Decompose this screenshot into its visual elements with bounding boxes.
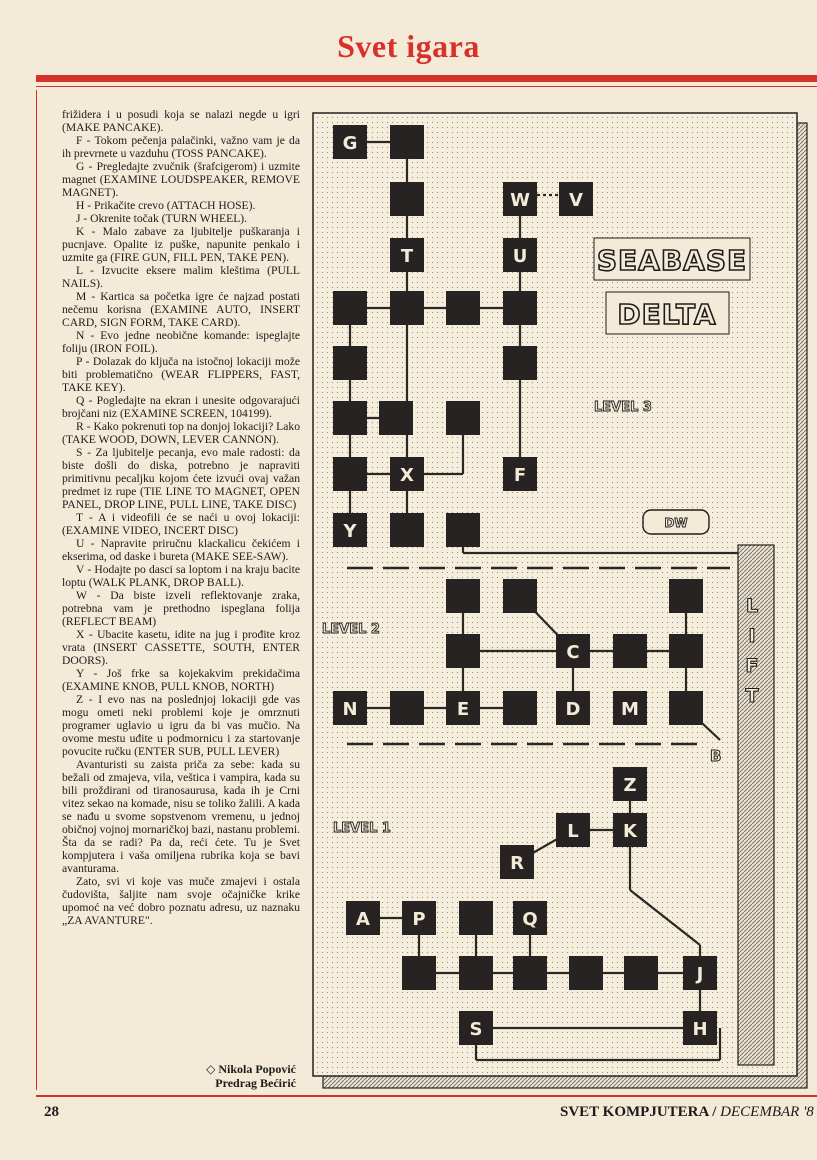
map-room-letter: L (567, 821, 579, 842)
article-paragraph: J - Okrenite točak (TURN WHEEL). (76, 212, 248, 225)
lift-letter: T (745, 685, 759, 707)
map-room-letter: P (412, 909, 426, 930)
map-room-y (333, 513, 367, 547)
small-logo (643, 510, 709, 534)
map-room (613, 634, 647, 668)
map-room (446, 579, 480, 613)
map-room-w (503, 182, 537, 216)
map-room-letter: Z (623, 775, 637, 796)
map-room (669, 691, 703, 725)
map-room-n (333, 691, 367, 725)
signature-bullet: ◇ (206, 1062, 216, 1076)
map-room-p (402, 901, 436, 935)
article-paragraph: X - Ubacite kasetu, idite na jug i prođite kroz vrata (INSERT CASSETTE, SOUTH, ENTER DOORS). (62, 628, 300, 667)
map-room (459, 956, 493, 990)
map-room (624, 956, 658, 990)
article-paragraph: U - Napravite priručnu klackalicu čekićem i ekserima, od daske i bureta (MAKE SEE-SAW). (62, 537, 300, 563)
map-room (333, 291, 367, 325)
article-paragraph: P - Dolazak do ključa na istočnoj lokaciji može biti problematično (WEAR FLIPPERS, FAST, TAKE KEY). (62, 355, 300, 394)
map-room-z (613, 767, 647, 801)
page-number: 28 (44, 1104, 59, 1120)
lift-letter: F (745, 655, 759, 677)
author-1: Nikola Popović (218, 1062, 296, 1076)
map-room (390, 691, 424, 725)
article-paragraph: Q - Pogledajte na ekran i unesite odgovarajući brojčani niz (EXAMINE SCREEN, 104199). (62, 394, 300, 420)
map-room-h (683, 1011, 717, 1045)
map-room-letter: N (342, 699, 358, 720)
map-room-l (556, 813, 590, 847)
map-room (459, 901, 493, 935)
article-paragraph: Avanturisti su zaista priča za sebe: kada su bežali od zmajeva, vila, veštica i vampira, kada su bili proždirani od tiranosaurusa, kada ih je Crni vitez sekao na komade, nisu se toliko žalili. A kada se nađu u svome sopstvenom vremenu, u jednoj običnoj vojnoj mornaričkoj bazi, nastanu problemi. Šta da se radi? Pa da, reći ćete. Tu je Svet kompjutera i vaša omiljena rubrika koja se bavi avanturama. (62, 758, 300, 875)
lift-letter: L (745, 595, 759, 617)
article-paragraph: Zato, svi vi koje vas muče zmajevi i ostala čudovišta, šaljite nam svoje očajničke krike upomoć na već dobro poznatu adresu, uz naznaku „ZA AVANTURE". (62, 875, 300, 927)
map-room (503, 691, 537, 725)
map-room-t (390, 238, 424, 272)
issue-date: DECEMBAR '8 (720, 1104, 814, 1120)
map-room-e (446, 691, 480, 725)
article-paragraph: N - Evo jedne neobične komande: ispeglajte foliju (IRON FOIL). (62, 329, 300, 355)
map-room-letter: A (356, 909, 370, 930)
map-room-letter: C (566, 642, 580, 663)
map-room-j (683, 956, 717, 990)
article-paragraph: M - Kartica sa početka igre će najzad postati nečemu korisna (EXAMINE AUTO, INSERT CARD, SIGN FORM, TAKE CARD). (62, 290, 300, 329)
delta-logo (606, 292, 729, 334)
magazine-name: SVET KOMPJUTERA / (560, 1104, 717, 1120)
article-paragraph: V - Hodajte po dasci sa loptom i na kraju bacite loptu (WALK PLANK, DROP BALL). (62, 563, 300, 589)
map-room-m (613, 691, 647, 725)
map-room-letter: X (400, 465, 414, 486)
map-room (446, 634, 480, 668)
map-room-letter: Y (343, 521, 357, 542)
article-paragraph: Y - Još frke sa kojekakvim prekidačima (EXAMINE KNOB, PULL KNOB, NORTH) (62, 667, 300, 693)
map-room (402, 956, 436, 990)
map-room-letter: M (621, 699, 639, 720)
map-room (390, 291, 424, 325)
map-room-s (459, 1011, 493, 1045)
article-paragraph: K - Malo zabave za ljubitelje puškaranja i pucnjave. Opalite iz puške, napunite penkalo i uzmite ga (FIRE GUN, FILL PEN, TAKE PEN). (62, 225, 300, 264)
lift-shaft (738, 545, 774, 1065)
map-room-letter: J (696, 964, 704, 985)
article-paragraph: G - Pregledajte zvučnik (šrafcigerom) i uzmite magnet (EXAMINE LOUDSPEAKER, REMOVE MAGNET). (62, 160, 300, 199)
map-room-letter: T (400, 246, 414, 267)
map-room (503, 579, 537, 613)
article-paragraph: frižidera i u posudi koja se nalazi negde u igri (MAKE PANCAKE). (62, 108, 300, 134)
magazine-footer (560, 1104, 814, 1121)
small-logo-text: DW (664, 516, 688, 530)
map-room-letter: E (456, 699, 470, 720)
map-room (446, 401, 480, 435)
map-room-letter: F (513, 465, 527, 486)
map-room-letter: R (510, 853, 524, 874)
article-paragraph: Z - I evo nas na poslednjoj lokaciji gde vas mogu ometi neki problemi koje je omrznuti programer uglavio u igru da bi vas mučio. Na ovome mestu uđite u podmornicu i za startovanje povucite ručku (ENTER SUB, PULL LEVER) (62, 693, 300, 758)
map-room-f (503, 457, 537, 491)
map-room-letter: G (342, 133, 358, 154)
map-room-u (503, 238, 537, 272)
map-room (333, 457, 367, 491)
map-room (446, 291, 480, 325)
map-room (669, 634, 703, 668)
map-room (503, 291, 537, 325)
seabase-logo-text: SEABASE (596, 244, 748, 277)
delta-logo-text: DELTA (617, 298, 717, 331)
map-room (669, 579, 703, 613)
b-label: B (710, 747, 722, 765)
article-paragraph: L - Izvucite eksere malim kleštima (PULL NAILS). (62, 264, 300, 290)
map-room-q (513, 901, 547, 935)
author-2: Predrag Bećirić (215, 1076, 296, 1090)
map-room (390, 513, 424, 547)
article-paragraph: S - Za ljubitelje pecanja, evo male radosti: da biste došli do diska, potrebno je napraviti primitivnu pecaljku kojom ćete izvući ovaj važan predmet iz rupe (TIE LINE TO MAGNET, OPEN PANEL, DROP LINE, PULL LINE, TAKE DISC) (62, 446, 300, 511)
level-1-label: LEVEL 1 (333, 821, 391, 836)
map-room-d (556, 691, 590, 725)
level-2-label: LEVEL 2 (322, 622, 380, 637)
article-paragraph: W - Da biste izveli reflektovanje zraka, potrebna vam je prethodno ispeglana folija (REFLECT BEAM) (62, 589, 300, 628)
map-room-letter: V (569, 190, 583, 211)
map-room (390, 182, 424, 216)
article-paragraph: F - Tokom pečenja palačinki, važno vam je da ih prevrnete u vazduhu (TOSS PANCAKE). (62, 134, 300, 160)
footer-rule (36, 1095, 817, 1097)
map-room-letter: Q (522, 909, 538, 930)
map-room-r (500, 845, 534, 879)
article-paragraph: R - Kako pokrenuti top na donjoj lokaciji? Lako (TAKE WOOD, DOWN, LEVER CANNON). (62, 420, 300, 446)
map-room-k (613, 813, 647, 847)
map-room (503, 346, 537, 380)
map-room-letter: S (469, 1019, 483, 1040)
map-room (333, 346, 367, 380)
map-room-letter: D (565, 699, 581, 720)
map-room-a (346, 901, 380, 935)
map-room (513, 956, 547, 990)
article-paragraph: H - Prikačite crevo (ATTACH HOSE). (76, 199, 256, 212)
map-room-g (333, 125, 367, 159)
map-room (379, 401, 413, 435)
map-room (446, 513, 480, 547)
map-room-letter: U (512, 246, 528, 267)
map-room-c (556, 634, 590, 668)
map-room-letter: H (692, 1019, 708, 1040)
section-title: Svet igara (337, 28, 480, 64)
map-room-v (559, 182, 593, 216)
map-room-letter: W (510, 190, 530, 211)
article-paragraph: T - A i videofili će se naći u ovoj lokaciji: (EXAMINE VIDEO, INCERT DISC) (62, 511, 300, 537)
map-room (569, 956, 603, 990)
seabase-logo (594, 238, 750, 280)
level-3-label: LEVEL 3 (594, 400, 652, 415)
map-room (333, 401, 367, 435)
lift-letter: I (748, 625, 756, 647)
map-room-letter: K (623, 821, 637, 842)
map-room (390, 125, 424, 159)
map-room-x (390, 457, 424, 491)
